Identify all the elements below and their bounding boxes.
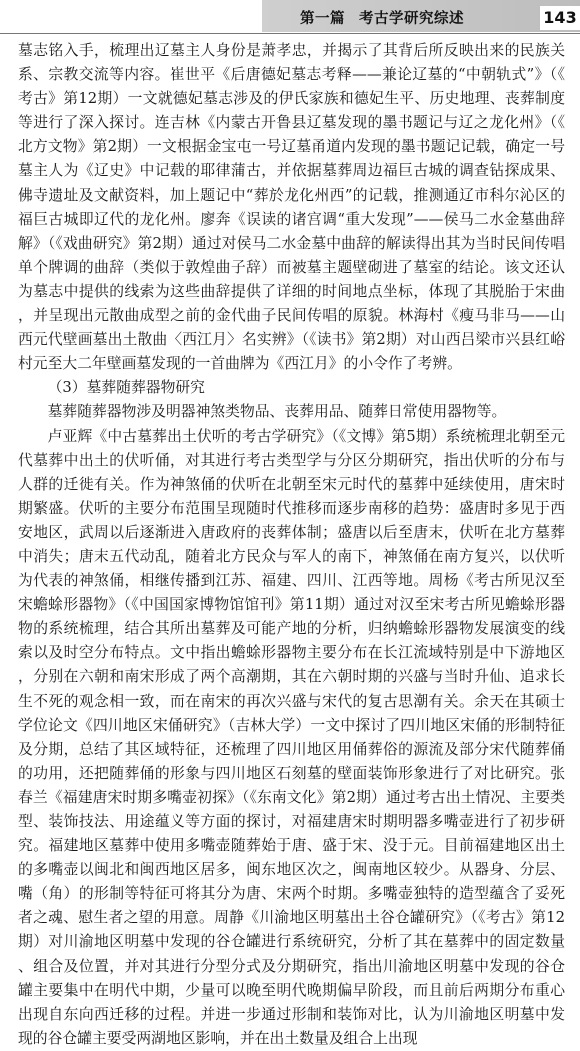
subheading: （3）墓葬随葬器物研究: [47, 379, 205, 397]
part-title: 第一篇: [300, 11, 345, 27]
paragraph: 墓葬随葬器物涉及明器神煞类物品、丧葬用品、随葬日常使用器物等。: [47, 403, 507, 421]
paragraph: 墓志铭入手，梳理出辽墓主人身份是萧孝忠，并揭示了其背后所反映出来的民族关系、宗教交流等内容。崔世平《后唐德妃墓志考释——兼论辽墓的“中朝轨式”》（《考古》第12期）一文就德妃墓志涉及的伊氏家族和德妃生平、历史地理、丧葬制度等进行了深入探讨。连吉林《内蒙古开鲁县辽墓发现的墨书题记与辽之龙化州》（《北方文物》第2期）一文根据金宝屯一号辽墓甬道内发现的墨书题记记载，确定一号墓主人为《辽史》中记载的耶律蒲古，并依据墓葬周边福巨古城的调查钻探成果、佛寺遗址及文献资料，加上题记中“葬於龙化州西”的记载，推测通辽市科尔沁区的福巨古城即辽代的龙化州。廖奔《误读的诸宫调“重大发现”——侯马二水金墓曲辞解》（《戏曲研究》第2期）通过对侯马二水金墓中曲辞的解读得出其为当时民间传唱单个牌调的曲辞（类似于敦煌曲子辞）而被墓主题壁砌进了墓室的结论。该文还认为墓志中提供的线索为这些曲辞提供了详细的时间地点坐标，体现了其脱胎于宋曲，并呈现出元散曲成型之前的金代曲子民间传唱的原貌。林海村《瘦马非马——山西元代壁画墓出土散曲〈西江月〉名实辨》（《读书》第2期）对山西吕梁市兴县红峪村元至大二年壁画墓发现的一首曲牌为《西江月》的小令作了考辨。: [18, 42, 565, 373]
header-rule: [0, 33, 580, 34]
paragraph: 卢亚辉《中古墓葬出土伏听的考古学研究》（《文博》第5期）系统梳理北朝至元代墓葬中出土的伏听俑，对其进行考古类型学与分区分期研究，指出伏听的分布与人群的迁徙有关。作为神煞俑的伏听在北朝至宋元时代的墓葬中延续使用，唐宋时期繁盛。伏听的主要分布范围呈现随时代推移而逐步南移的趋势：盛唐时多见于西安地区，武周以后逐渐进入唐政府的丧葬体制；盛唐以后至唐末，伏听在北方墓葬中消失；唐末五代动乱，随着北方民众与军人的南下，神煞俑在南方复兴，以伏听为代表的神煞俑，相继传播到江苏、福建、四川、江西等地。周杨《考古所见汉至宋蟾蜍形器物》（《中国国家博物馆馆刊》第11期）通过对汉至宋考古所见蟾蜍形器物的系统梳理，结合其所出墓葬及可能产地的分析，归纳蟾蜍形器物发展演变的线索以及时空分布特点。文中指出蟾蜍形器物主要分布在长江流域特别是中下游地区，分别在六朝和南宋形成了两个高潮期，其在六朝时期的兴盛与当时升仙、追求长生不死的观念相一致，而在南宋的再次兴盛与宋代的复古思潮有关。余天在其硕士学位论文《四川地区宋俑研究》（吉林大学）一文中探讨了四川地区宋俑的形制特征及分期，总结了其区域特征，还梳理了四川地区用俑葬俗的源流及部分宋代随葬俑的功用，还把随葬俑的形象与四川地区石刻墓的壁面装饰形象进行了对比研究。张春兰《福建唐宋时期多嘴壶初探》（《东南文化》第2期）通过考古出土情况、主要类型、装饰技法、用途蕴义等方面的探讨，对福建唐宋时期明器多嘴壶进行了初步研究。福建地区墓葬中使用多嘴壶随葬始于唐、盛于宋、没于元。目前福建地区出土的多嘴壶以闽北和闽西地区居多，闽东地区次之，闽南地区较少。从器身、分层、嘴（角）的形制等特征可将其分为唐、宋两个时期。多嘴壶独特的造型蕴含了妥死者之魂、慰生者之望的用意。周静《川渝地区明墓出土谷仓罐研究》（《考古》第12期）对川渝地区明墓中发现的谷仓罐进行系统研究，分析了其在墓葬中的固定数量、组合及位置，并对其进行分型分式及分期研究，指出川渝地区明墓中发现的谷仓罐主要集中在明代中期，少量可以晚至明代晚期偏早阶段，而且前后两期分布重心出现自东向西迁移的过程。并进一步通过形制和装饰对比，认为川渝地区明墓中发现的谷仓罐主要受两湖地区影响，并在出土数量及组合上出现: [18, 427, 565, 1047]
body-text: [18, 39, 565, 1051]
page-header: [0, 0, 580, 34]
page-number: 143: [540, 6, 580, 30]
section-title: 考古学研究综述: [359, 11, 464, 27]
running-header: [300, 7, 464, 28]
